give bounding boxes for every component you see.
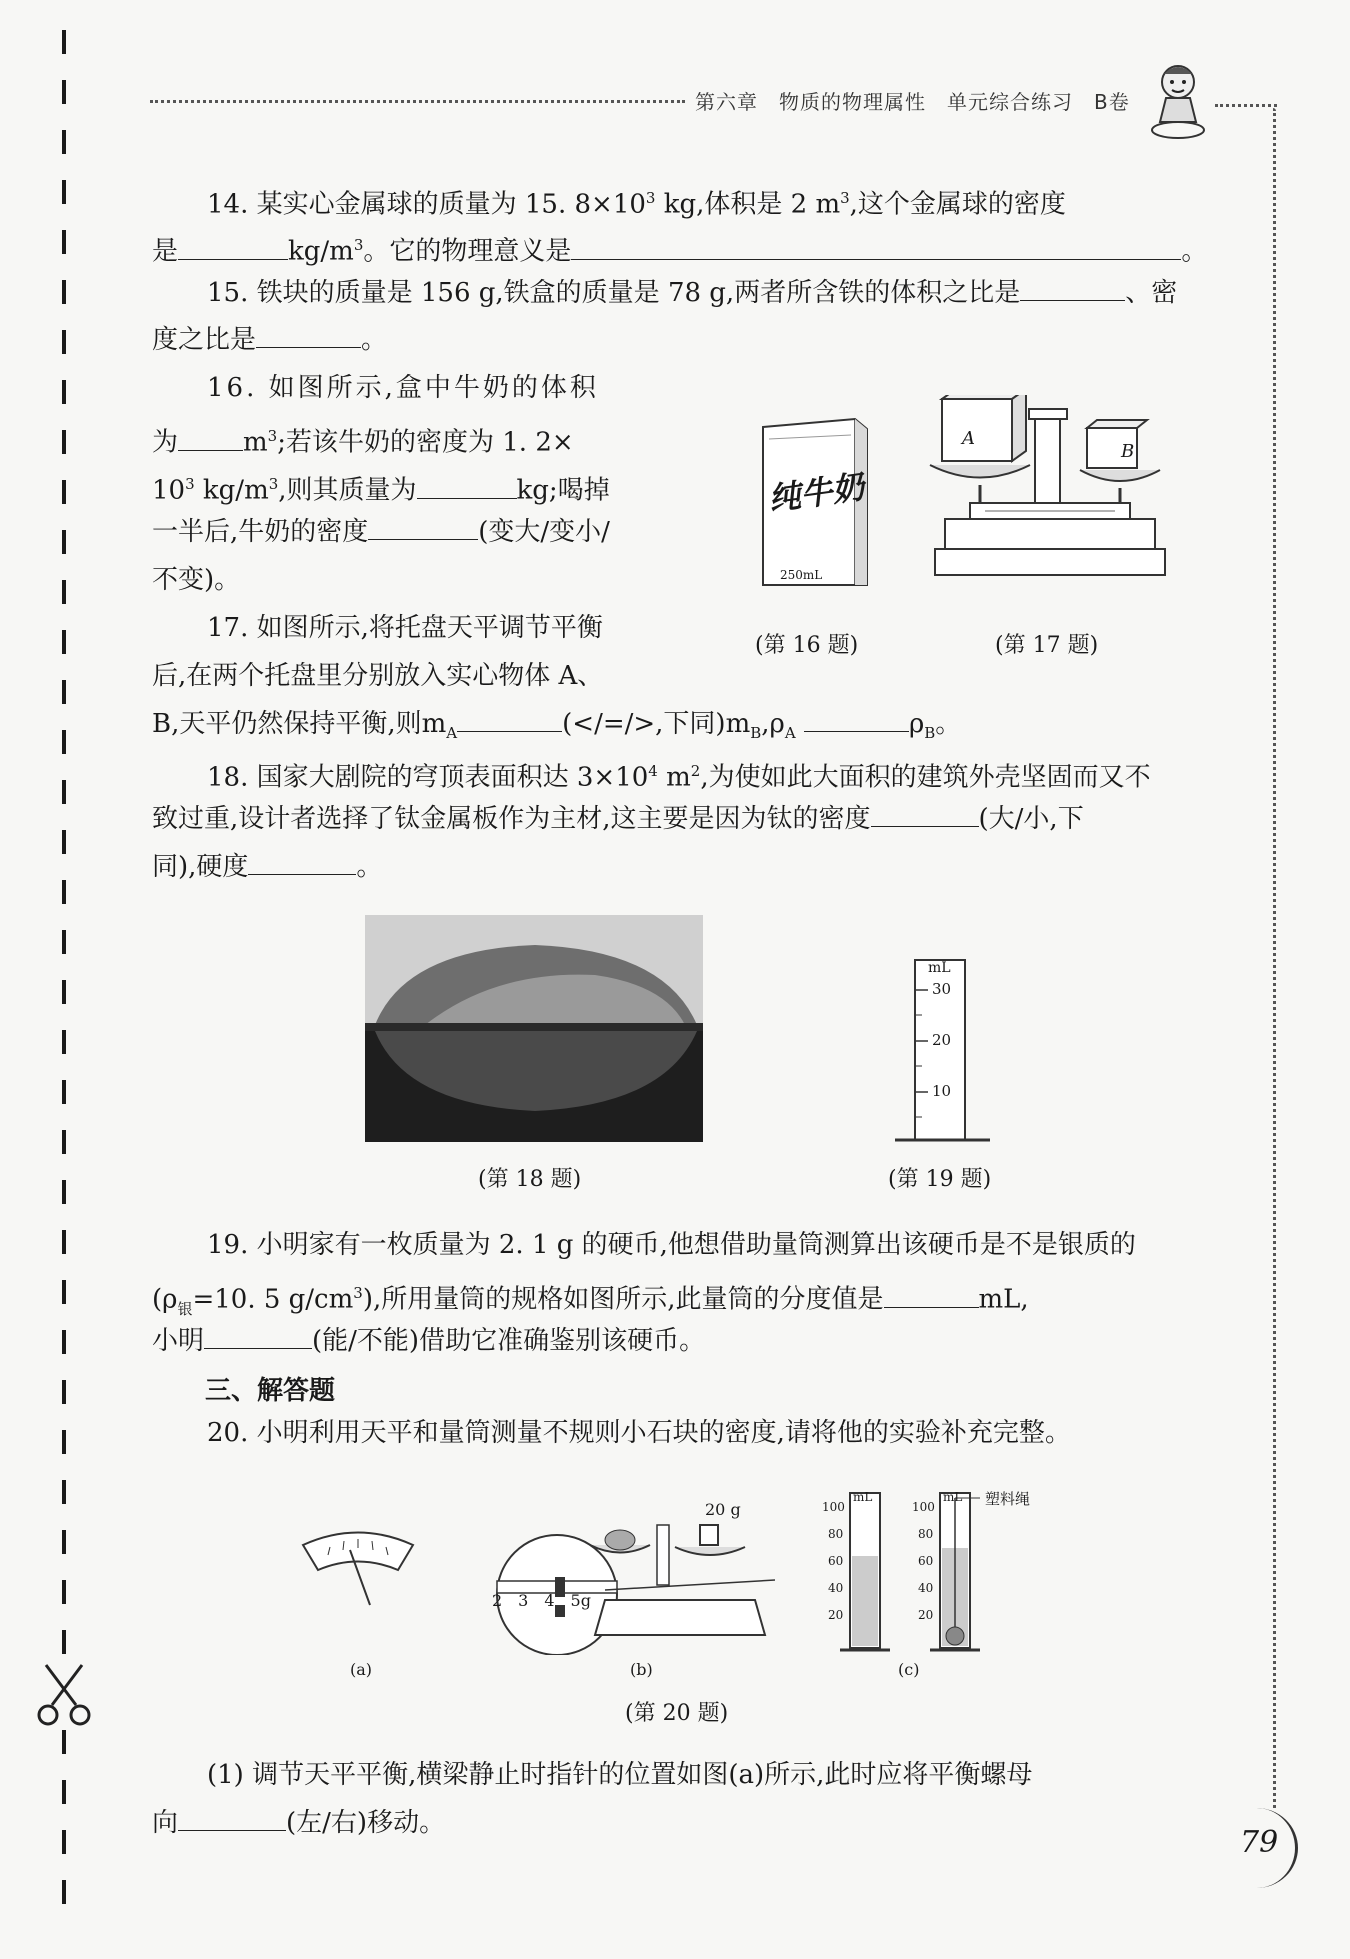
cylinder19-tick-label: 10 [932,1082,952,1100]
answer-blank[interactable] [871,796,979,827]
cartoon-mascot-icon [1148,60,1208,144]
question-18-line-1: 18. 国家大剧院的穹顶表面积达 $3\times 10^4$ $m^2$,为使如此大面积的建筑外壳坚固而又不 [207,762,1151,793]
question-20-stem: 20. 小明利用天平和量筒测量不规则小石块的密度,请将他的实验补充完整。 [207,1418,1071,1448]
cylinder19-tick-label: 20 [932,1031,952,1049]
question-20-part-1-line-2: 向 (左/右)移动。 [152,1800,1212,1847]
answer-blank[interactable] [884,1277,979,1308]
question-16-line-2: 为 $m^3$;若该牛奶的密度为 1. 2× [152,413,672,467]
cylinder20b-tick-label: 60 [918,1554,934,1568]
question-18-line-3: 同),硬度 。 [152,844,1212,891]
page-number: 79 [1240,1825,1279,1860]
cylinder19-unit: mL [928,960,951,976]
header-dotted-rule [150,100,685,103]
question-19-line-3: 小明 (能/不能)借助它准确鉴别该硬币。 [152,1318,1212,1365]
cylinder20-tick-label: 100 [822,1500,845,1514]
question-16-line-1: 16. 如图所示,盒中牛奶的体积 [207,373,599,403]
cylinder20-tick-label: 20 [828,1608,844,1622]
label-fig20-a: (a) [350,1660,373,1679]
scissors-icon [34,1660,94,1734]
question-15-line-2: 度之比是 。 [152,317,1212,364]
answer-blank[interactable] [178,229,288,260]
question-17-line-3: B,天平仍然保持平衡,则$m_A$ (</=/>,下同)$m_B,\rho_A$ $\rho_B$。 [152,701,1212,757]
question-14-line-1: 14. 某实心金属球的质量为 15. $8\times 10^3$ kg,体积是 2 $m^3$,这个金属球的密度 [207,189,1066,220]
cylinder20-unit: mL [853,1490,873,1504]
caption-fig16: (第 16 题) [755,633,859,658]
answer-blank[interactable] [256,317,361,348]
section-heading: 三、解答题 [205,1376,336,1406]
question-17-line-2: 后,在两个托盘里分别放入实心物体 A、 [152,661,604,691]
cylinder20b-unit: mL [943,1490,963,1504]
answer-blank[interactable] [178,1800,286,1831]
cylinder19-tick-label: 30 [932,980,952,998]
answer-blank[interactable] [368,509,478,540]
answer-blank[interactable] [1020,270,1125,301]
cylinder20b-tick-label: 80 [918,1527,934,1541]
page-header-title: 第六章 物质的物理属性 单元综合练习 B卷 [695,90,1130,114]
label-fig20-c: (c) [898,1660,920,1679]
tray-balance-figure [925,395,1175,599]
caption-fig18: (第 18 题) [478,1167,582,1192]
cylinder20-tick-label: 80 [828,1527,844,1541]
question-17-line-1: 17. 如图所示,将托盘天平调节平衡 [207,613,603,643]
cylinder20-tick-label: 60 [828,1554,844,1568]
answer-blank[interactable] [178,420,243,451]
question-19-line-1: 19. 小明家有一枚质量为 2. 1 g 的硬币,他想借助量筒测算出该硬币是不是银质的 [207,1230,1136,1260]
block-b-label: B [1121,441,1135,462]
plastic-rope-label: 塑料绳 [985,1490,1031,1508]
graduated-cylinders-figure-c [830,1488,1000,1662]
answer-blank[interactable] [571,229,1181,260]
balance-with-weights-figure-b [485,1505,775,1659]
pointer-dial-figure-a [298,1525,418,1619]
question-16-line-4: 一半后,牛奶的密度 (变大/变小/ [152,509,672,556]
cylinder20b-tick-label: 100 [912,1500,935,1514]
label-fig20-b: (b) [630,1660,653,1679]
milk-volume-label: 250mL [780,568,823,582]
question-18-line-2: 致过重,设计者选择了钛金属板作为主材,这主要是因为钛的密度 (大/小,下 [152,796,1212,843]
cylinder20b-tick-label: 20 [918,1608,934,1622]
question-16-line-3: $10^3$ $kg/m^3$,则其质量为 kg;喝掉 [152,461,672,515]
answer-blank[interactable] [457,701,562,732]
question-20-part-1-line-1: (1) 调节天平平衡,横梁静止时指针的位置如图(a)所示,此时应将平衡螺母 [207,1760,1033,1790]
caption-fig20: (第 20 题) [625,1701,729,1726]
national-grand-theater-photo [365,915,703,1146]
page-right-border [1273,108,1276,1808]
weight-20g-label: 20 g [705,1500,741,1519]
answer-blank[interactable] [248,844,356,875]
question-19-line-2: ($\rho_银=10$. 5 $g/cm^3$),所用量筒的规格如图所示,此量筒的分度值是 mL, [152,1270,1212,1333]
cylinder20-tick-label: 40 [828,1581,844,1595]
cylinder20b-tick-label: 40 [918,1581,934,1595]
header-dotted-rule-right [1215,104,1277,107]
caption-fig19: (第 19 题) [888,1167,992,1192]
rider-scale-numbers: 2 3 4 5g [492,1591,591,1610]
answer-blank[interactable] [417,468,517,499]
caption-fig17: (第 17 题) [995,633,1099,658]
answer-blank[interactable] [204,1318,312,1349]
question-16-line-5: 不变)。 [152,565,241,595]
milk-carton-label: 纯牛奶 [766,467,867,519]
question-15-line-1: 15. 铁块的质量是 156 g,铁盒的质量是 78 g,两者所含铁的体积之比是 、密 [152,270,1212,317]
question-14-line-2: 是 $kg/m^3$。它的物理意义是 。 [152,222,1212,276]
block-a-label: A [962,428,975,449]
answer-blank[interactable] [804,701,909,732]
